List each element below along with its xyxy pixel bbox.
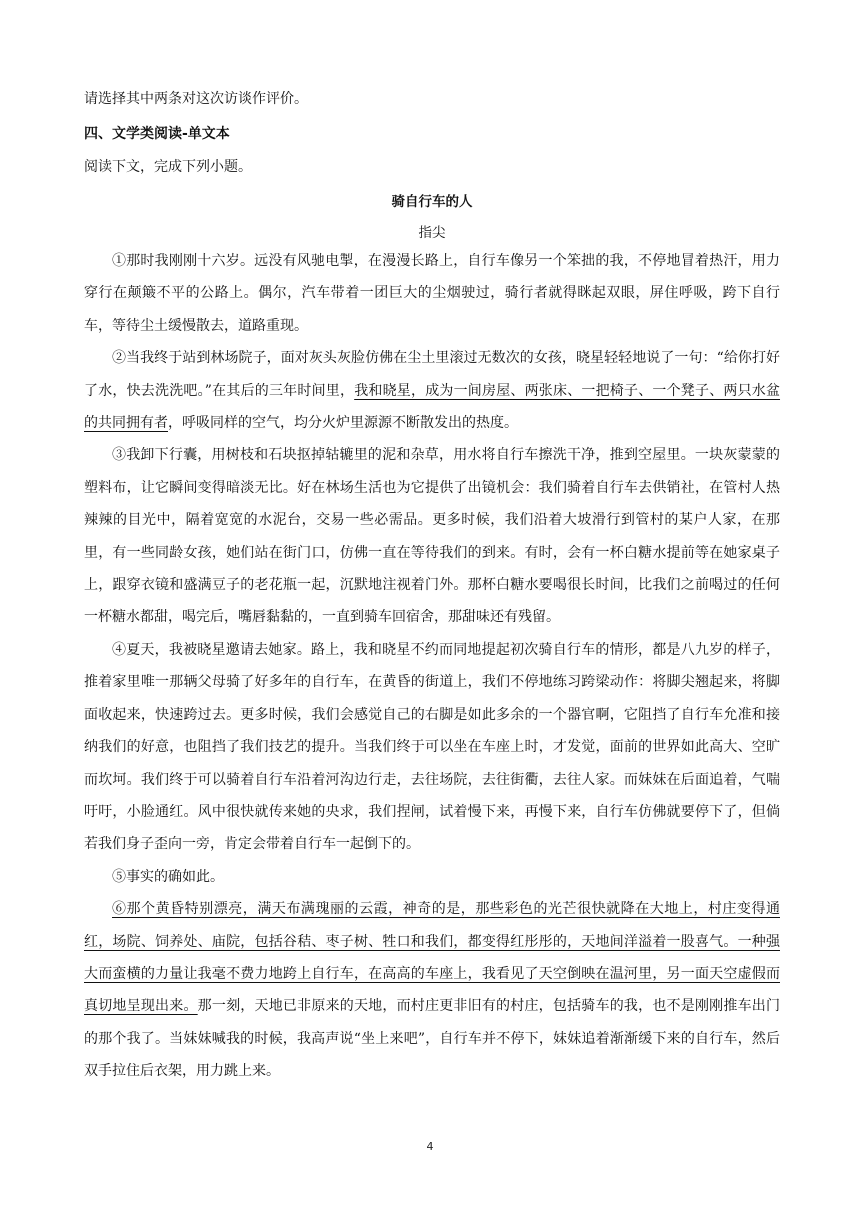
paragraph-3: ③我卸下行囊，用树枝和石块抠掉轱辘里的泥和杂草，用水将自行车擦洗干净，推到空屋里。一块灰蒙蒙的塑料布，让它瞬间变得暗淡无比。好在林场生活也为它提供了出镜机会：我们骑着自行车去供销社，在管村人热辣辣的目光中，隔着宽宽的水泥台，交易一些必需品。更多时候，我们沿着大坡滑行到管村的某户人家，在那里，有一些同龄女孩，她们站在街门口，仿佛一直在等待我们的到来。有时，会有一杯白糖水提前等在她家桌子上，跟穿衣镜和盛满豆子的老花瓶一起，沉默地注视着门外。那杯白糖水要喝很长时间，比我们之前喝过的任何一杯糖水都甜，喝完后，嘴唇黏黏的，一直到骑车回宿舍，那甜味还有残留。 bbox=[84, 447, 780, 626]
section-heading: 四、文学类阅读-单文本 bbox=[84, 126, 230, 142]
paragraph-2-text-b: ，呼吸同样的空气，均分火炉里源源不断散发出的热度。 bbox=[168, 415, 518, 432]
reading-prompt: 阅读下文，完成下列小题。 bbox=[84, 159, 252, 175]
paragraph-6-text: 那一刻，天地已非原来的天地，而村庄更非旧有的村庄，包括骑车的我，也不是刚刚推车出门的那个我了。当妹妹喊我的时候，我高声说“坐上来吧”，自行车并不停下，妹妹追着渐渐缓下来的自行车，然后双手拉住后衣架，用力跳上来。 bbox=[84, 998, 781, 1080]
instruction-line: 请选择其中两条对这次访谈作评价。 bbox=[84, 91, 308, 107]
paragraph-5: ⑤事实的确如此。 bbox=[112, 868, 224, 885]
page-number: 4 bbox=[426, 1140, 434, 1153]
paragraph-2-text-a: ②当我终于站到林场院子，面对灰头灰脸仿佛在尘土里滚过无数次的女孩，晓星轻轻地说了一句：“给你打好了水，快去洗洗吧。”在其后的三年时间里， bbox=[84, 350, 780, 399]
paragraph-4: ④夏天，我被晓星邀请去她家。路上，我和晓星不约而同地提起初次骑自行车的情形，都是八九岁的样子，推着家里唯一那辆父母骑了好多年的自行车，在黄昏的街道上，我们不停地练习跨梁动作：将脚尖翘起来，将脚面收起来，快速跨过去。更多时候，我们会感觉自己的右脚是如此多余的一个器官啊，它阻挡了自行车允准和接纳我们的好意，也阻挡了我们技艺的提升。当我们终于可以坐在车座上时，才发觉，面前的世界如此高大、空旷而坎坷。我们终于可以骑着自行车沿着河沟边行走，去往场院，去往街衢，去往人家。而妹妹在后面追着，气喘吁吁，小脸通红。风中很快就传来她的央求，我们捏闸，试着慢下来，再慢下来，自行车仿佛就要停下了，但倘若我们身子歪向一旁，肯定会带着自行车一起倒下的。 bbox=[84, 641, 780, 853]
document-page bbox=[84, 84, 780, 1088]
paragraph-1: ①那时我刚刚十六岁。远没有风驰电掣，在漫漫长路上，自行车像另一个笨拙的我，不停地冒着热汗，用力穿行在颠簸不平的公路上。偶尔，汽车带着一团巨大的尘烟驶过，骑行者就得眯起双眼，屏住呼吸，跨下自行车，等待尘土缓慢散去，道路重现。 bbox=[84, 253, 780, 334]
paragraph-2 bbox=[84, 342, 780, 439]
article-author: 指尖 bbox=[418, 225, 446, 241]
article-title: 骑自行车的人 bbox=[391, 194, 473, 210]
paragraph-6-underlined-text: ⑥那个黄昏特别漂亮，满天布满瑰丽的云霞，神奇的是，那些彩色的光芒很快就降在大地上，村庄变得通红，场院、饲养处、庙院，包括谷秸、枣子树、牲口和我们，都变得红彤彤的，天地间洋溢着一股喜气。一种强大而蛮横的力量让我毫不费力地跨上自行车，在高高的车座上，我看见了天空倒映在温河里，另一面天空虚假而真切地呈现出来。 bbox=[84, 901, 780, 1015]
paragraph-2-underlined-text: 我和晓星，成为一间房屋、两张床、一把椅子、一个凳子、两只水盆的共同拥有者 bbox=[84, 382, 781, 432]
paragraph-6 bbox=[84, 893, 780, 1087]
